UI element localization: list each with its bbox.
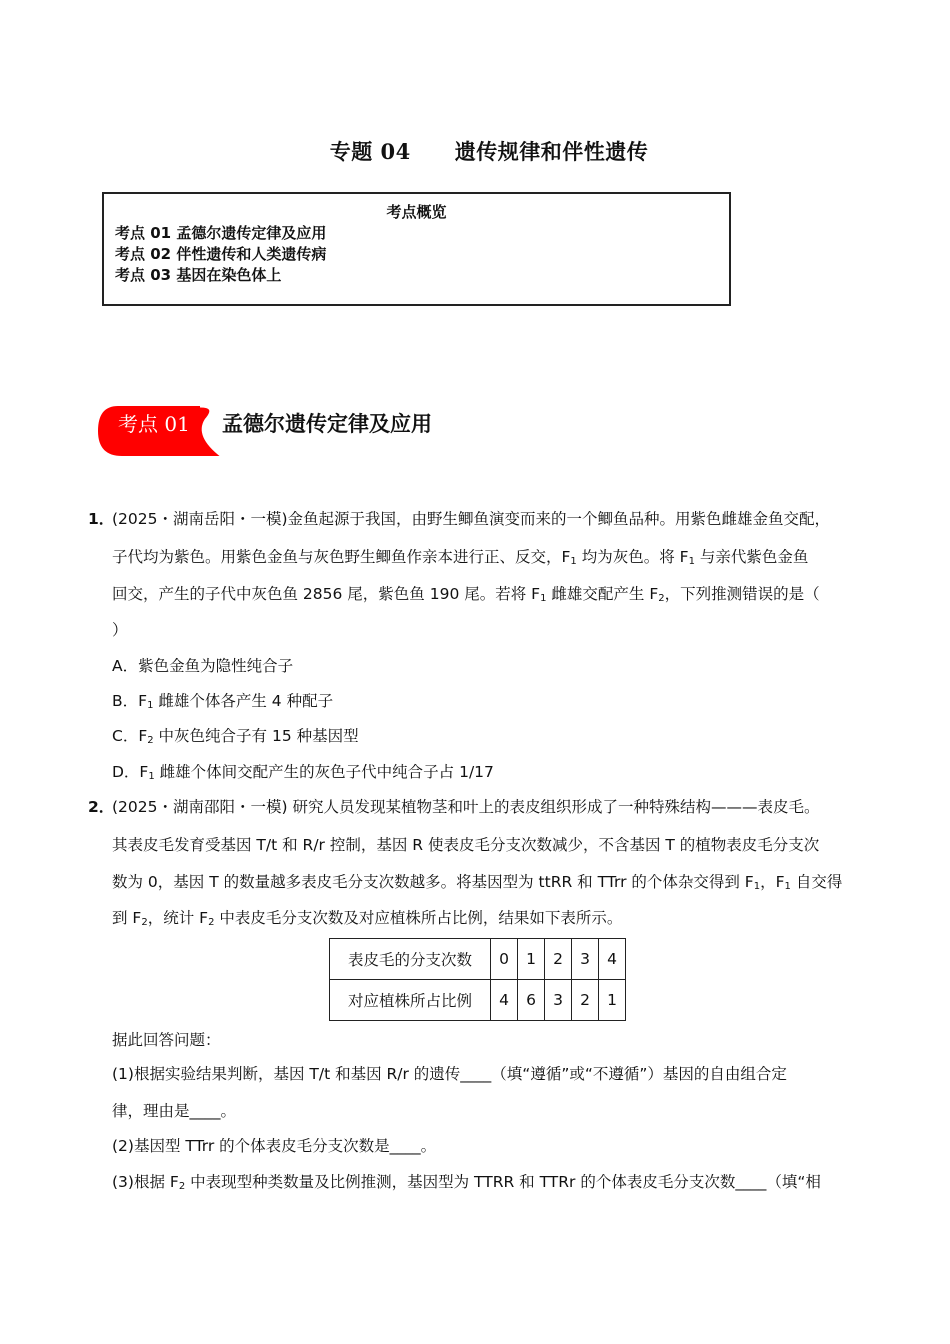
table-cell: 3 (572, 939, 599, 980)
question-2-line-3: 数为 0，基因 T 的数量越多表皮毛分支次数越多。将基因型为 ttRR 和 TTrr 的个体杂交得到 $F_1$，$F_1$ 自交得 (112, 873, 843, 892)
question-1-line-4: ） (112, 621, 128, 639)
table-row-label: 对应植株所占比例 (330, 980, 491, 1021)
question-1-option-b: B．$F_1$ 雌雄个体各产生 4 种配子 (112, 692, 334, 711)
question-2-line-2: 其表皮毛发育受基因 T/t 和 R/r 控制，基因 R 使表皮毛分支次数减少，不含基因 T 的植物表皮毛分支次 (112, 836, 820, 854)
table-row-label: 表皮毛的分支次数 (330, 939, 491, 980)
question-1-line-2: 子代均为紫色。用紫色金鱼与灰色野生鲫鱼作亲本进行正、反交，$F_1$ 均为灰色。将 $F_1$ 与亲代紫色金鱼 (112, 548, 809, 567)
table-cell: 2 (545, 939, 572, 980)
table-cell: 0 (491, 939, 518, 980)
question-1-option-d: D．$F_1$ 雌雄个体间交配产生的灰色子代中纯合子占 1/17 (112, 763, 494, 782)
section-badge-label: 考点 01 (118, 412, 190, 436)
question-2-number: 2． (88, 798, 115, 816)
table-cell: 3 (545, 980, 572, 1021)
table-row (330, 980, 626, 1021)
table-cell: 1 (599, 980, 626, 1021)
question-1-option-a: A．紫色金鱼为隐性纯合子 (112, 657, 294, 675)
overview-item-2: 考点 02 伴性遗传和人类遗传病 (115, 245, 327, 263)
question-2-sub-2: (2)基因型 TTrr 的个体表皮毛分支次数是____。 (112, 1137, 437, 1155)
question-2-sub-1-line-2: 律，理由是____。 (112, 1102, 237, 1120)
table-cell: 4 (599, 939, 626, 980)
question-2-prompt: 据此回答问题： (112, 1031, 221, 1049)
overview-item-1: 考点 01 孟德尔遗传定律及应用 (115, 224, 327, 242)
question-2-line-1: (2025・湖南邵阳・一模) 研究人员发现某植物茎和叶上的表皮组织形成了一种特殊结构———表皮毛。 (112, 798, 820, 816)
question-1-line-1: (2025・湖南岳阳・一模)金鱼起源于我国，由野生鲫鱼演变而来的一个鲫鱼品种。用紫色雌雄金鱼交配， (112, 510, 831, 528)
table-cell: 6 (518, 980, 545, 1021)
page-title (0, 136, 950, 166)
branching-table (329, 938, 626, 1021)
table-cell: 1 (518, 939, 545, 980)
table-cell: 2 (572, 980, 599, 1021)
table-row (330, 939, 626, 980)
table-cell: 4 (491, 980, 518, 1021)
overview-item-3: 考点 03 基因在染色体上 (115, 266, 282, 284)
question-2-sub-1-line-1: (1)根据实验结果判断，基因 T/t 和基因 R/r 的遗传____（填“遵循”或“不遵循”）基因的自由组合定 (112, 1065, 787, 1083)
question-2-line-4: 到 $F_2$，统计 $F_2$ 中表皮毛分支次数及对应植株所占比例，结果如下表所示。 (112, 909, 623, 928)
question-1-line-3: 回交，产生的子代中灰色鱼 2856 尾，紫色鱼 190 尾。若将 $F_1$ 雌雄交配产生 $F_2$，下列推测错误的是（ (112, 585, 820, 604)
overview-box (102, 192, 731, 306)
question-2-sub-3: (3)根据 $F_2$ 中表现型种类数量及比例推测，基因型为 TTRR 和 TTRr 的个体表皮毛分支次数____（填“相 (112, 1173, 821, 1192)
title-topic-number: 专题 04 (329, 139, 411, 164)
question-1-option-c: C．$F_2$ 中灰色纯合子有 15 种基因型 (112, 727, 359, 746)
title-topic-name: 遗传规律和伴性遗传 (454, 139, 649, 164)
section-title: 孟德尔遗传定律及应用 (222, 412, 432, 436)
overview-heading: 考点概览 (386, 203, 447, 221)
question-1-number: 1． (88, 510, 115, 528)
